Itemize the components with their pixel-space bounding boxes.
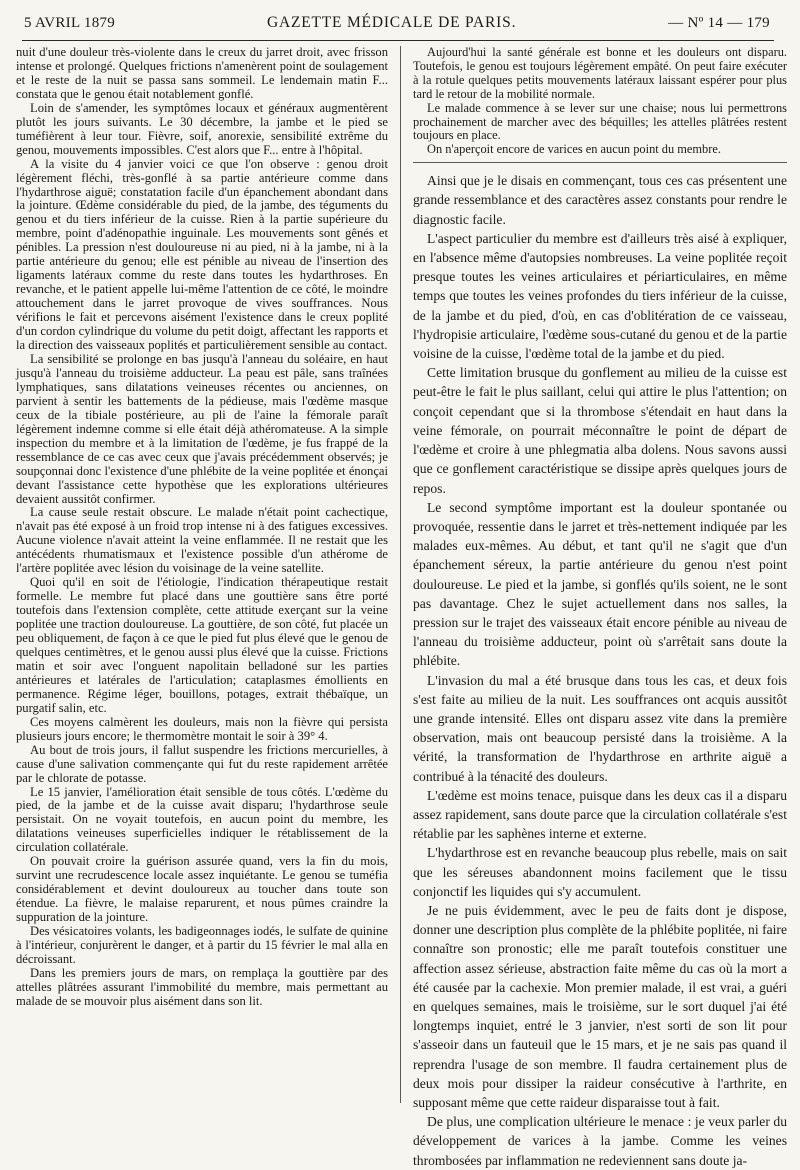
paragraph: Cette limitation brusque du gonflement au milieu de la cuisse est peut-être le fait le plus saillant, celui qui attire le plus l'attention; on conçoit cependant que si la thrombose s'étendait en haut dans la veine fémorale, on pourrait méconnaître le point de départ de l'œdème et croire à une phlegmatia alba dolens. Nous savons aussi que ce gonflement caractéristique se dissipe après quelques jours de repos.	[413, 365, 787, 496]
paragraph: La cause seule restait obscure. Le malade n'était point cachectique, n'avait pas été exposé à un froid trop intense ni à des fatigues excessives. Aucune violence n'avait atteint la veine enflammée. Il ne restait que les antécédents rhumatismaux et l'existence possible d'un athérome de l'artère poplitée avec lésion du voisinage de la veine satellite.	[16, 505, 388, 576]
paragraph: On n'aperçoit encore de varices en aucun point du membre.	[427, 142, 721, 157]
paragraph: Quoi qu'il en soit de l'étiologie, l'indication thérapeutique restait formelle. Le membre fut placé dans une gouttière sans être porté toutefois dans l'extension complète, cette attitude exerçant sur la veine poplitée une traction douloureuse. La gouttière, de son côté, fut placée un peu obliquement, de façon à ce que le pied fut plus élevé que le genou de quelques centimètres, et le genou aussi plus élevé que la cuisse. Frictions matin et soir avec l'onguent napolitain belladoné sur les parties antérieures et latérales de l'articulation; cataplasmes émollients en permanence. Régime léger, bouillons, potages, extrait thébaïque, un purgatif salin, etc.	[16, 575, 388, 715]
paragraph: De plus, une complication ultérieure le menace : je veux parler du développement de varices à la jambe. Comme les veines thrombosées par inflammation ne redeviennent sans doute ja-	[413, 1114, 787, 1168]
paragraph: Ainsi que je le disais en commençant, tous ces cas présentent une grande ressemblance et des caractères assez constants pour rendre le diagnostic facile.	[413, 173, 787, 227]
left-column	[16, 46, 388, 1106]
paragraph: Ces moyens calmèrent les douleurs, mais non la fièvre qui persista plusieurs jours encore; le thermomètre montait le soir à 39° 4.	[16, 714, 388, 743]
paragraph: L'œdème est moins tenace, puisque dans les deux cas il a disparu assez rapidement, sans doute parce que la circulation collatérale s'est rétablie par les saphènes interne et externe.	[413, 787, 787, 842]
paragraph: L'aspect particulier du membre est d'ailleurs très aisé à expliquer, en l'absence même d'autopsies nombreuses. La veine poplitée reçoit presque toutes les veines articulaires et périarticulaires, en même temps que toutes les veines profondes du tiers inférieur de la cuisse, de la jambe et du pied, d'où, en cas d'oblitération de ce vaisseau, l'hydropisie articulaire, l'œdème sous-cutané du genou et de la partie voisine de la cuisse, l'œdème total de la jambe et du pied.	[413, 230, 787, 362]
paragraph: L'invasion du mal a été brusque dans tous les cas, et deux fois s'est faite au milieu de la nuit. Les souffrances ont acquis aussitôt une grande intensité. Elles ont disparu assez vite dans la première observation, mais ont beaucoup persisté dans la troisième. A la vérité, la transformation de l'hydarthrose en arthrite aiguë a contribué à la ténacité des douleurs.	[413, 672, 787, 784]
paragraph: Au bout de trois jours, il fallut suspendre les frictions mercurielles, à cause d'une salivation commençante qui fut du reste rapidement arrêtée par le chlorate de potasse.	[16, 742, 388, 785]
paragraph: Le 15 janvier, l'amélioration était sensible de tous côtés. L'œdème du pied, de la jambe et de la cuisse avait disparu; l'hydarthrose seule persistait. On ne voyait toutefois, en aucun point du membre, les dilatations veineuses superficielles indiquer le rétablissement de la circulation collatérale.	[16, 784, 388, 855]
right-column	[413, 45, 787, 1168]
paragraph: Le malade commence à se lever sur une chaise; nous lui permettrons prochainement de marcher avec des béquilles; les attelles plâtrées restent toujours en place.	[413, 100, 787, 143]
paragraph: A la visite du 4 janvier voici ce que l'on observe : genou droit légèrement fléchi, très-gonflé à sa partie antérieure comme dans l'hydarthrose aiguë; constatation facile d'un épanchement abondant dans la jointure. Œdème considérable du pied, de la jambe, des téguments du genou et du tiers inférieur de la cuisse. Rien à la partie supérieure du membre, point d'adénopathie inguinale. Les mouvements sont gênés et pénibles. La pression n'est douloureuse ni au pied, ni à la jambe, ni à la partie antérieure du genou; elle est pénible au niveau de l'insertion des ligaments latéraux comme du reste dans toutes les hydarthroses. En revanche, et le patient appelle lui-même l'attention de ce côté, le moindre attouchement dans le jarret provoque de vives souffrances. Nous vérifions le fait et percevons aisément l'existence dans le creux poplité d'un cordon cylindrique du volume du petit doigt, affectant les rapports et la direction des vaisseaux poplités et particulièrement sensible au contact.	[16, 156, 388, 353]
journal-title: GAZETTE MÉDICALE DE PARIS.	[266, 14, 517, 31]
case-report-end	[413, 46, 787, 157]
issue-date: 5 AVRIL 1879	[24, 15, 116, 31]
column-divider	[400, 46, 401, 1103]
paragraph: Le second symptôme important est la douleur spontanée ou provoquée, ressentie dans le jarret et très-nettement indiquée par les malades eux-mêmes. Au début, et tant qu'il ne s'agit que d'un épanchement séreux, la partie antérieure du genou n'est point douloureuse. Le pied et la jambe, si gonflés qu'ils soient, ne le sont pas davantage. Chez le sujet actuellement dans nos salles, la pression sur le trajet des vaisseaux était encore pénible au niveau de l'anneau du troisième adducteur, point où s'arrêtait sans doute la phlébite.	[413, 499, 787, 669]
paragraph: On pouvait croire la guérison assurée quand, vers la fin du mois, survint une recrudescence locale assez inquiétante. Le genou se tuméfia considérablement et devint douloureux au toucher dans toute son étendue. La fièvre, le malaise reparurent, et nous pûmes craindre la suppuration de la jointure.	[16, 854, 388, 925]
paragraph: Je ne puis évidemment, avec le peu de faits dont je dispose, donner une description plus complète de la phlébite poplitée, ni faire connaître son pronostic; elle me paraît toutefois constituer une affection assez sérieuse, abstraction faite même du cas où la mort a été causée par la cachexie. Mon premier malade, il est vrai, a guéri en quelques semaines, mais le troisième, sur le sort duquel j'ai été longtemps inquiet, entré le 3 janvier, n'est sorti de son lit pour s'asseoir dans un fauteuil que le 15 mars, et je ne sais pas quand il reprendra l'usage de son membre. Il faudra certainement plus de deux mois pour dissiper la raideur consécutive à l'arthrite, en supposant même que cette raideur disparaisse tout à fait.	[413, 902, 787, 1110]
running-header	[24, 14, 770, 38]
paragraph: nuit d'une douleur très-violente dans le creux du jarret droit, avec frisson intense et prolongé. Quelques frictions n'amenèrent point de soulagement et le reste de la nuit se passa sans sommeil. Le lendemain matin F... constata que le genou était notablement gonflé.	[16, 45, 388, 101]
paragraph: Des vésicatoires volants, les badigeonnages iodés, le sulfate de quinine à l'intérieur, conjurèrent le danger, et à partir du 15 février le mal alla en décroissant.	[16, 924, 388, 966]
discussion-section	[413, 171, 787, 1170]
paragraph: L'hydarthrose est en revanche beaucoup plus rebelle, mais on sait que les séreuses abandonnent moins facilement que le tissu conjonctif les liquides qui s'y accumulent.	[413, 845, 787, 899]
section-separator	[413, 162, 787, 163]
paragraph: La sensibilité se prolonge en bas jusqu'à l'anneau du soléaire, en haut jusqu'à l'anneau du troisième adducteur. La peau est pâle, sans traînées lymphatiques, sans dilatations veineuses récentes ou anciennes, on parvient à sentir les battements de la pédieuse, mais l'œdème masque ceux de la tibiale postérieure, au pli de l'aine la fémorale paraît légèrement indemne comme si elle était déjà athéromateuse. A la simple inspection du membre et à la limitation de l'œdème, je fus frappé de la ressemblance de ce cas avec ceux que j'avais précédemment observés; je soupçonnai donc l'existence d'une phlébite de la veine poplitée et énonçai devant l'assistance cette hypothèse que les explorations ultérieures devaient aussitôt confirmer.	[16, 351, 388, 506]
paragraph: Loin de s'amender, les symptômes locaux et généraux augmentèrent plutôt les jours suivants. Le 30 décembre, la jambe et le pied se tuméfièrent à leur tour. Fièvre, soif, anorexie, sensibilité extrême du genou, mouvements impossibles. C'est alors que F... entre à l'hôpital.	[16, 100, 388, 157]
paragraph: Aujourd'hui la santé générale est bonne et les douleurs ont disparu. Toutefois, le genou est toujours légèrement empâté. On peut faire exécuter à la rotule quelques petits mouvements latéraux laissant espérer pour plus tard le retour de la mobilité normale.	[413, 45, 787, 101]
paragraph: Dans les premiers jours de mars, on remplaça la gouttière par des attelles plâtrées assurant l'immobilité du membre, mais permettant au malade de se mouvoir plus aisément dans son lit.	[16, 965, 388, 1008]
header-rule	[22, 40, 774, 41]
page-number: — Nº 14 — 179	[668, 15, 770, 31]
